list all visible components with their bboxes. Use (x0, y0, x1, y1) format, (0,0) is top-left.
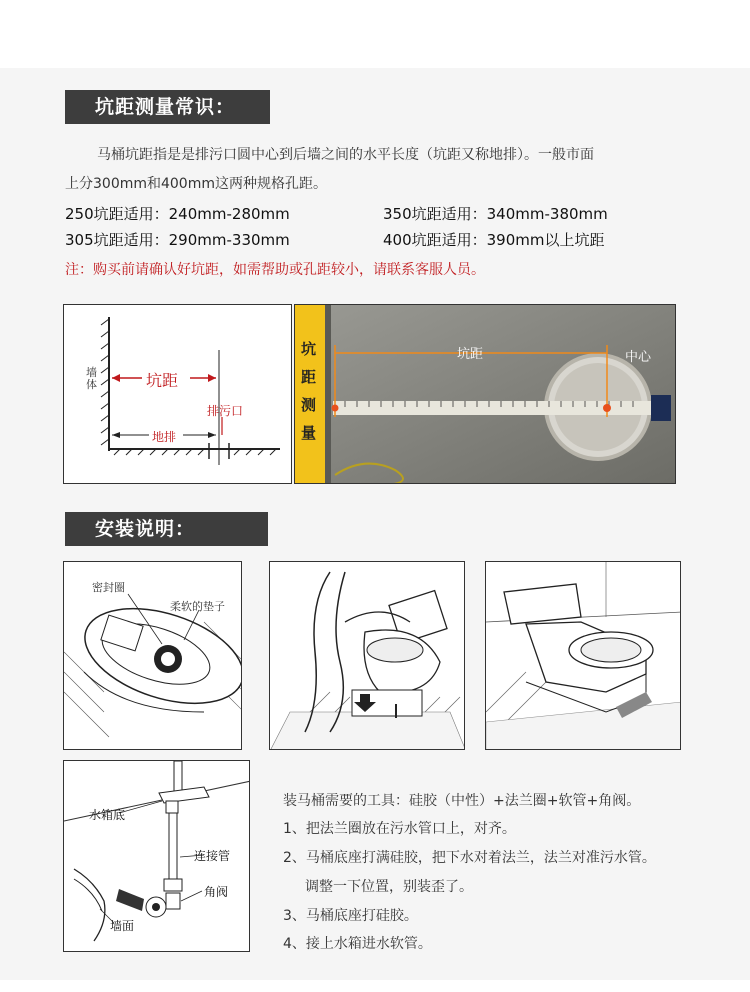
photo-center-label: 中心 (625, 350, 652, 365)
spec-305: 305坑距适用：290mm-330mm (65, 231, 290, 249)
spec-350: 350坑距适用：340mm-380mm (383, 205, 608, 223)
spec-400: 400坑距适用：390mm以上坑距 (383, 231, 605, 249)
spec-250: 250坑距适用：240mm-280mm (65, 205, 290, 223)
install-step-2-continued: 调整一下位置，别装歪了。 (305, 879, 473, 895)
figure-installed-toilet (485, 561, 681, 750)
soft-pad-label: 柔软的垫子 (170, 600, 225, 613)
install-step-3: 3、马桶底座打硅胶。 (283, 908, 418, 924)
wall-label: 墙体 (86, 366, 97, 391)
photo-pit-label: 坑距 (457, 347, 484, 362)
photo-side-label: 坑距测量 (301, 340, 317, 442)
figure-water-connection (63, 760, 250, 952)
intro-line-2: 上分300mm和400mm这两种规格孔距。 (65, 176, 327, 192)
install-step-1: 1、把法兰圈放在污水管口上，对齐。 (283, 821, 516, 837)
diagram-pit-label: 坑距 (146, 371, 179, 390)
drain-outlet-label: 排污口 (207, 404, 244, 418)
purchase-note: 注：购买前请确认好坑距，如需帮助或孔距较小，请联系客服人员。 (65, 262, 485, 278)
intro-line-1: 马桶坑距指是是排污口圆中心到后墙之间的水平长度（坑距又称地排）。一般市面 (97, 147, 594, 163)
wall-surface-label: 墙面 (110, 919, 135, 933)
section-heading-pit-distance: 坑距测量常识： (65, 90, 270, 124)
pit-measurement-photo (294, 304, 676, 484)
pit-distance-diagram (63, 304, 292, 484)
tank-bottom-label: 水箱底 (89, 808, 126, 822)
tools-required: 装马桶需要的工具：硅胶（中性）+法兰圈+软管+角阀。 (283, 793, 641, 809)
angle-valve-label: 角阀 (204, 885, 229, 899)
figure-seal-ring (63, 561, 242, 750)
install-step-4: 4、接上水箱进水软管。 (283, 936, 432, 952)
section-heading-installation: 安装说明： (65, 512, 268, 546)
floor-drain-label: 地排 (152, 430, 177, 444)
connecting-pipe-label: 连接管 (194, 849, 231, 863)
figure-placing-toilet (269, 561, 465, 750)
seal-ring-label: 密封圈 (92, 581, 125, 594)
install-step-2: 2、马桶底座打满硅胶，把下水对着法兰，法兰对准污水管。 (283, 850, 656, 866)
